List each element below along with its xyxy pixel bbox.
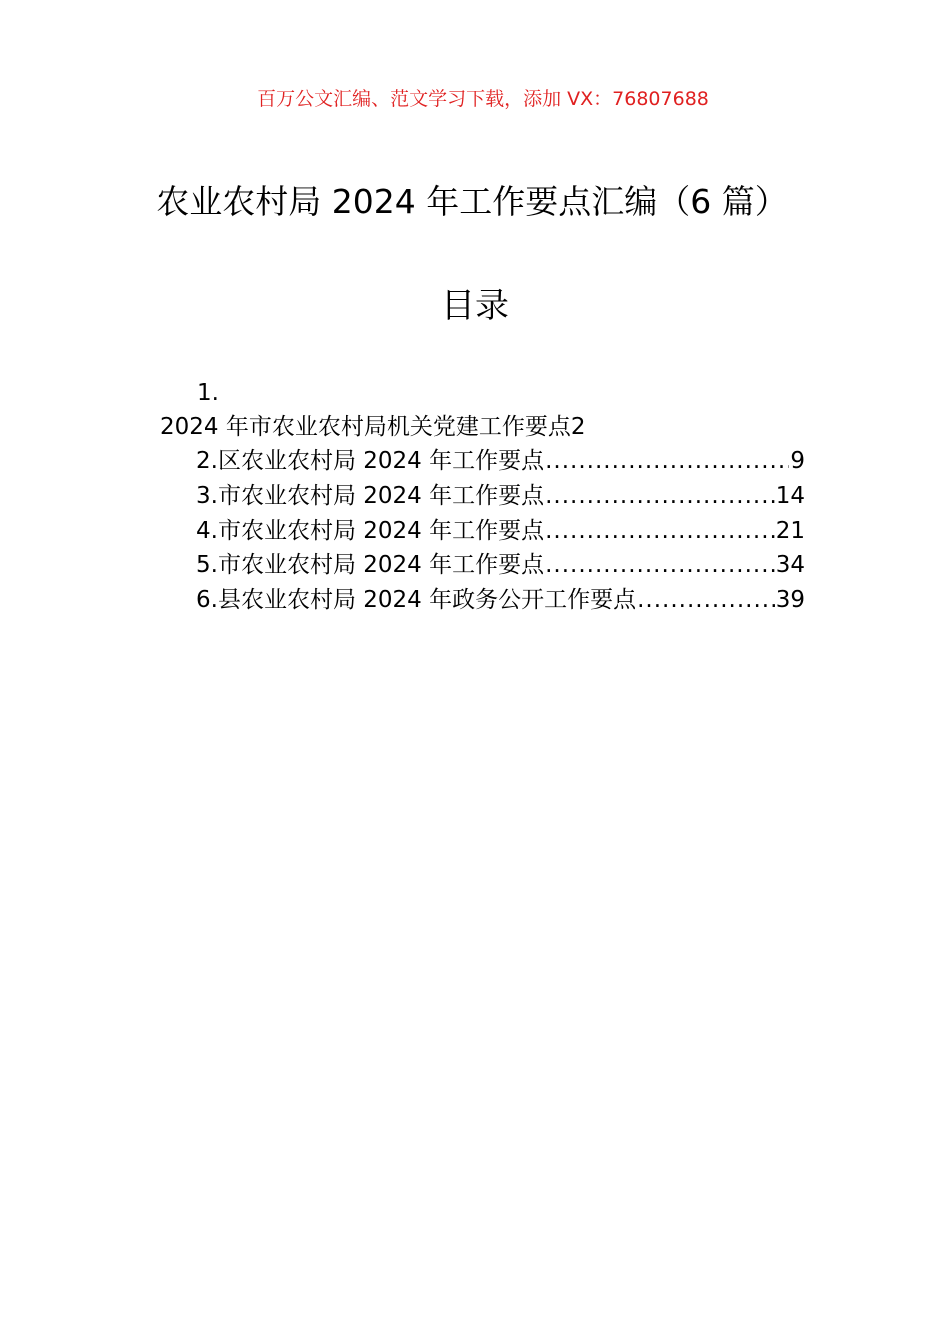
toc-item-1-text[interactable]: 2024 年市农业农村局机关党建工作要点2: [160, 414, 586, 440]
toc-page-number: 14: [775, 483, 805, 509]
toc-item-4[interactable]: [196, 514, 805, 548]
toc-item-label: 5.市农业农村局 2024 年工作要点: [196, 552, 545, 578]
toc-leader-dots: [545, 479, 775, 513]
toc-item-label: 4.市农业农村局 2024 年工作要点: [196, 518, 545, 544]
toc-leader-dots: [545, 514, 775, 548]
toc-leader-dots: [545, 444, 789, 478]
toc-item-6[interactable]: [196, 583, 805, 617]
promo-banner: 百万公文汇编、范文学习下载，添加 VX：76807688: [257, 88, 709, 110]
toc-item-label: 2.区农业农村局 2024 年工作要点: [196, 448, 545, 474]
toc-page-number: 39: [775, 587, 805, 613]
toc-item-3[interactable]: [196, 479, 805, 513]
toc-item-1-number: 1.: [197, 380, 219, 406]
toc-heading: 目录: [441, 286, 509, 326]
document-title: 农业农村局 2024 年工作要点汇编（6 篇）: [156, 182, 788, 221]
toc-page-number: 21: [775, 518, 805, 544]
toc-leader-dots: [545, 548, 775, 582]
toc-item-label: 6.县农业农村局 2024 年政务公开工作要点: [196, 587, 637, 613]
toc-leader-dots: [637, 583, 775, 617]
toc-item-label: 3.市农业农村局 2024 年工作要点: [196, 483, 545, 509]
toc-item-5[interactable]: [196, 548, 805, 582]
toc-page-number: 34: [775, 552, 805, 578]
toc-page-number: 9: [790, 448, 805, 474]
toc-item-2[interactable]: [196, 444, 805, 478]
